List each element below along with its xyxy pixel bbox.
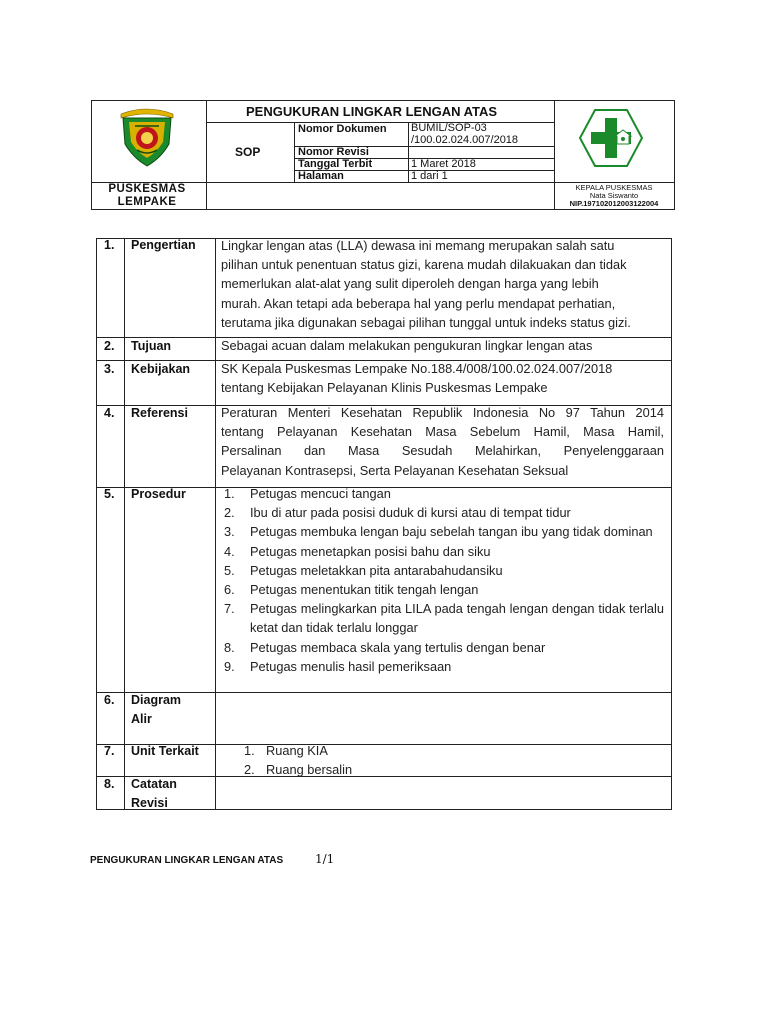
procedure-step-text: Petugas melingkarkan pita LILA pada tengah lengan dengan tidak terlalu ketat dan tidak terlalu longgar [250,601,664,636]
section-1-label: Pengertian [131,238,196,252]
section-4-number: 4. [104,406,115,420]
text-line: tentang Kebijakan Pelayanan Klinis Puskesmas Lempake [221,380,548,396]
footer-page-number: 1/1 [315,852,335,866]
section-3-label: Kebijakan [131,362,191,376]
city-crest-logo [111,104,183,168]
procedure-step-text: Petugas menentukan titik tengah lengan [250,582,479,598]
footer-title: PENGUKURAN LINGKAR LENGAN ATAS [90,855,284,866]
section-8-label-line1: Catatan [131,777,177,791]
text-line: pilihan untuk penentuan status gizi, karena mudah dilakuakan dan tidak [221,257,627,273]
org-name-line1: PUSKESMAS [108,183,186,195]
sop-label: SOP [235,145,261,159]
text-line: Peraturan Menteri Kesehatan Republik Indonesia No 97 Tahun 2014 [221,405,664,420]
signature-name: Nata Siswanto [589,191,639,200]
field-label-nomor-revisi: Nomor Revisi [298,146,369,158]
section-5-number: 5. [104,487,115,501]
section-8-number: 8. [104,777,115,791]
text-line: memerlukan alat-alat yang sulit diperoleh dengan harga yang lebih [221,276,599,292]
document-title: PENGUKURAN LINGKAR LENGAN ATAS [246,104,498,119]
section-6-number: 6. [104,693,115,707]
section-1-number: 1. [104,238,115,252]
text-line: Lingkar lengan atas (LLA) dewasa ini memang merupakan salah satu [221,238,615,253]
unit-item: 2. Ruang bersalin [244,762,353,778]
text-line: SK Kepala Puskesmas Lempake No.188.4/008/100.02.024.007/2018 [221,361,613,376]
procedure-step-text: Petugas membaca skala yang tertulis dengan benar [250,639,546,655]
signature-nip: NIP.197102012003122004 [569,199,659,208]
procedure-step: 4. Petugas menetapkan posisi bahu dan siku [224,543,491,559]
procedure-step-text: Petugas menulis hasil pemeriksaan [250,658,452,674]
org-name-line2: LEMPAKE [117,196,177,208]
procedure-step: 8. Petugas membaca skala yang tertulis dengan benar [224,639,546,655]
procedure-step-text: Petugas membuka lengan baju sebelah tangan ibu yang tidak dominan [250,524,653,540]
section-4-content [221,403,664,480]
section-5-label: Prosedur [131,487,186,501]
signature-title: KEPALA PUSKESMAS [575,183,653,192]
procedure-step: 6. Petugas menentukan titik tengah lengan [224,582,479,598]
procedure-step: 7. Petugas melingkarkan pita LILA pada tengah lengan dengan tidak terlalu ketat dan tidak terlalu longgar [224,601,664,636]
unit-terkait-list [244,741,644,779]
field-value-nomor-dokumen-2: /100.02.024.007/2018 [411,134,519,146]
text-line: terutama jika digunakan sebagai pilihan tunggal untuk indeks status gizi. [221,314,631,330]
section-3-number: 3. [104,362,115,376]
field-label-halaman: Halaman [298,170,344,182]
procedure-step-text: Ibu di atur pada posisi duduk di kursi atau di tempat tidur [250,505,571,521]
section-6-label-line2: Alir [131,712,152,726]
section-7-number: 7. [104,744,115,758]
procedure-step: 2. Ibu di atur pada posisi duduk di kursi atau di tempat tidur [224,505,571,521]
section-8-label-line2: Revisi [131,796,168,810]
section-1-content [221,236,664,332]
field-value-halaman: 1 dari 1 [411,170,448,182]
text-line: Sebagai acuan dalam melakukan pengukuran lingkar lengan atas [221,338,593,353]
field-label-nomor-dokumen: Nomor Dokumen [298,123,387,135]
text-line: Persalinan dan Masa Sesudah Melahirkan, Penyelenggaraan [221,443,664,459]
section-6-label-line1: Diagram [131,693,182,707]
field-value-nomor-dokumen-1: BUMIL/SOP-03 [411,122,487,134]
section-2-number: 2. [104,339,115,353]
puskesmas-logo [579,108,643,168]
procedure-step: 3. Petugas membuka lengan baju sebelah tangan ibu yang tidak dominan [224,524,653,540]
section-2-label: Tujuan [131,339,172,353]
section-7-label: Unit Terkait [131,744,199,758]
unit-item-text: Ruang KIA [266,743,328,758]
section-4-label: Referensi [131,406,188,420]
procedure-step: 5. Petugas meletakkan pita antarabahudansiku [224,562,503,578]
section-2-content [221,336,664,355]
field-value-tanggal-terbit: 1 Maret 2018 [411,158,476,170]
unit-item: 1. Ruang KIA [244,743,328,758]
procedure-step-text: Petugas mencuci tangan [250,486,391,501]
procedure-list [215,484,664,676]
procedure-step-text: Petugas menetapkan posisi bahu dan siku [250,543,491,559]
procedure-step: 9. Petugas menulis hasil pemeriksaan [224,658,452,674]
procedure-step-text: Petugas meletakkan pita antarabahudansiku [250,562,503,578]
text-line: tentang Pelayanan Kesehatan Masa Sebelum Hamil, Masa Hamil, [221,424,664,440]
unit-item-text: Ruang bersalin [266,762,353,778]
section-3-content [221,359,664,397]
procedure-step: 1. Petugas mencuci tangan [224,486,391,501]
text-line: Pelayanan Kontrasepsi, Serta Pelayanan Kesehatan Seksual [221,462,569,478]
field-label-tanggal-terbit: Tanggal Terbit [298,158,373,170]
text-line: murah. Akan tetapi ada beberapa hal yang perlu mendapat perhatian, [221,295,616,311]
